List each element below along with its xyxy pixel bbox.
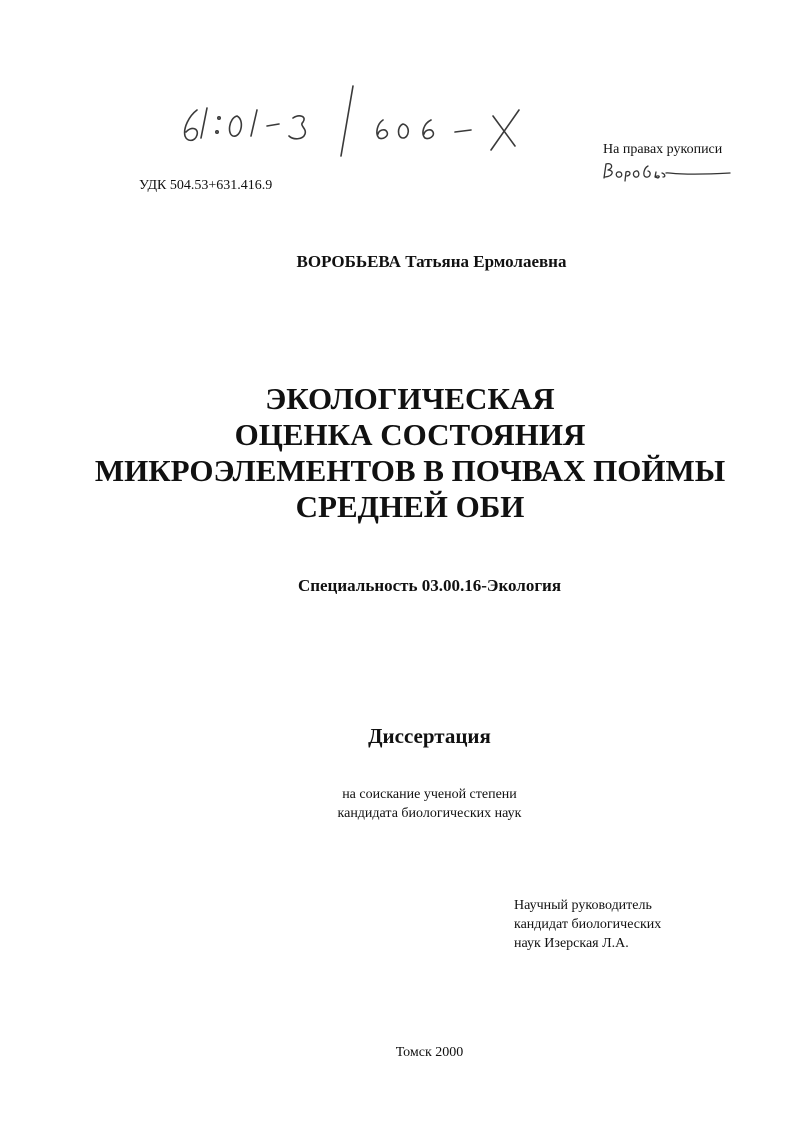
title-line: ЭКОЛОГИЧЕСКАЯ xyxy=(265,381,555,416)
rights-label: На правах рукописи xyxy=(603,142,723,157)
supervisor-line: наук Изерская Л.А. xyxy=(514,936,629,951)
city-year xyxy=(0,1043,793,1062)
supervisor-line: кандидат биологических xyxy=(514,917,662,932)
author-name-text: ВОРОБЬЕВА Татьяна Ермолаевна xyxy=(296,252,567,271)
author-name xyxy=(0,251,793,273)
degree-line: кандидата биологических наук xyxy=(337,806,522,821)
document-type xyxy=(0,723,793,749)
handwritten-archive-number xyxy=(175,80,545,165)
author-signature xyxy=(600,158,735,182)
dissertation-title xyxy=(80,381,740,525)
specialty-text: Специальность 03.00.16-Экология xyxy=(297,576,562,595)
udk-code: УДК 504.53+631.416.9 xyxy=(139,178,273,193)
title-line: ОЦЕНКА СОСТОЯНИЯ xyxy=(234,417,586,452)
document-type-text: Диссертация xyxy=(368,724,491,748)
specialty xyxy=(0,575,793,597)
city-year-text: Томск 2000 xyxy=(395,1045,464,1060)
title-line: МИКРОЭЛЕМЕНТОВ В ПОЧВАХ ПОЙМЫ xyxy=(94,453,726,488)
scientific-supervisor xyxy=(514,896,661,953)
degree-statement xyxy=(0,785,793,823)
title-line: СРЕДНЕЙ ОБИ xyxy=(295,489,525,524)
supervisor-line: Научный руководитель xyxy=(514,898,652,913)
degree-line: на соискание ученой степени xyxy=(342,787,517,802)
